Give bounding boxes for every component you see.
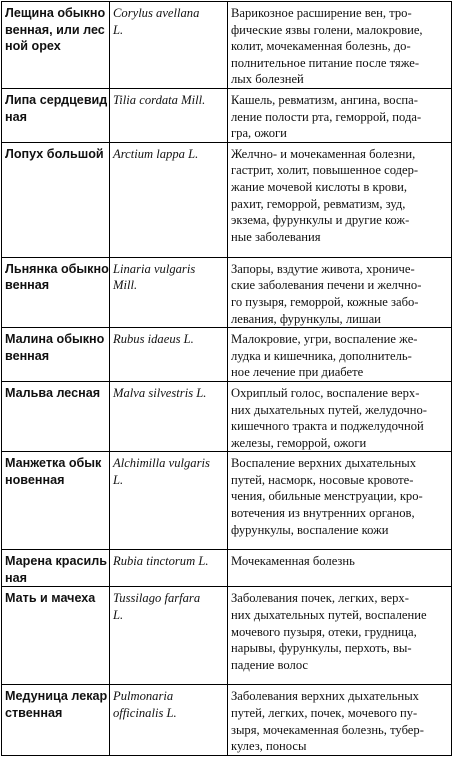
cell-text-line: Pulmonaria	[113, 689, 174, 704]
indications-cell	[228, 142, 452, 257]
cell-text-line: officinalis L.	[113, 706, 177, 721]
plant-name-cell	[2, 452, 110, 550]
latin-name-cell	[110, 2, 228, 89]
table-row	[2, 328, 452, 382]
cell-text-line: фические язвы голени, малокровие,	[231, 22, 423, 37]
cell-text-line: венная	[5, 348, 50, 363]
cell-text-line: них дыхательных путей, воспаление	[231, 608, 427, 623]
cell-text-line: Манжетка обык	[5, 456, 102, 471]
cell-text-line: L.	[113, 608, 124, 623]
cell-text-line: Малокровие, угри, воспаление же-	[231, 332, 418, 347]
cell-text-line: Варикозное расширение вен, тро-	[231, 6, 412, 20]
cell-text-line: кишечного тракта и поджелудочной	[231, 419, 424, 434]
cell-text-line: Заболевания почек, легких, верх-	[231, 591, 409, 606]
cell-text-line: ная	[5, 570, 27, 585]
latin-name-cell	[110, 685, 228, 755]
cell-text-line: Кашель, ревматизм, ангина, воспа-	[231, 92, 418, 107]
plant-name-cell	[2, 257, 110, 327]
cell-text-line: чения, обильные менструации, кро-	[231, 489, 423, 504]
plant-name-cell	[2, 328, 110, 382]
cell-text-line: лых болезней	[231, 72, 304, 87]
cell-text-line: Медуница лекар	[5, 689, 108, 704]
cell-text-line: Rubia tinctorum L.	[113, 554, 209, 569]
cell-text-line: Липа сердцевид	[5, 92, 108, 107]
cell-text-line: Мать и мачеха	[5, 591, 96, 606]
cell-text-line: Охриплый голос, воспаление верх-	[231, 385, 420, 400]
cell-text-line: падение волос	[231, 657, 309, 672]
cell-text-line: Linaria vulgaris	[113, 261, 196, 276]
indications-cell	[228, 2, 452, 89]
cell-text-line: ное лечение при диабете	[231, 365, 364, 380]
plant-name-cell	[2, 88, 110, 142]
table-row	[2, 685, 452, 755]
cell-text-line: Лопух большой	[5, 146, 104, 161]
table-row	[2, 381, 452, 451]
cell-text-line: Запоры, вздутие живота, хрониче-	[231, 261, 415, 276]
cell-text-line: Марена красиль	[5, 554, 107, 569]
cell-text-line: венная, или лес	[5, 22, 105, 37]
cell-text-line: Tussilago farfara	[113, 591, 201, 606]
indications-cell	[228, 685, 452, 755]
cell-text-line: левания, фурункулы, лишаи	[231, 311, 381, 326]
cell-text-line: Желчно- и мочекаменная болезни,	[231, 146, 416, 161]
cell-text-line: жание мочевой кислоты в крови,	[231, 179, 408, 194]
cell-text-line: новенная	[5, 472, 65, 487]
cell-text-line: Corylus avellana	[113, 6, 200, 20]
latin-name-cell	[110, 587, 228, 685]
cell-text-line: вотечения из внутренних органов,	[231, 506, 415, 521]
cell-text-line: L.	[113, 472, 124, 487]
table-row	[2, 550, 452, 587]
cell-text-line: кулез, поносы	[231, 739, 307, 754]
indications-cell	[228, 381, 452, 451]
cell-text-line: Мочекаменная болезнь	[231, 554, 355, 569]
latin-name-cell	[110, 328, 228, 382]
table-row	[2, 142, 452, 257]
cell-text-line: них дыхательных путей, желудочно-	[231, 402, 427, 417]
cell-text-line: путей, насморк, носовые кровоте-	[231, 472, 414, 487]
latin-name-cell	[110, 142, 228, 257]
cell-text-line: L.	[113, 22, 124, 37]
cell-text-line: го пузыря, геморрой, кожные забо-	[231, 294, 419, 309]
cell-text-line: Льнянка обыкно	[5, 261, 109, 276]
cell-text-line: зыря, мочекаменная болезнь, тубер-	[231, 722, 424, 737]
plant-name-cell	[2, 381, 110, 451]
table-row	[2, 2, 452, 89]
cell-text-line: ной орех	[5, 39, 61, 54]
cell-text-line: нарывы, фурункулы, перхоть, вы-	[231, 641, 412, 656]
cell-text-line: Мальва лесная	[5, 385, 101, 400]
table-row	[2, 452, 452, 550]
cell-text-line: венная	[5, 278, 50, 293]
cell-text-line: колит, мочекаменная болезнь, до-	[231, 39, 411, 54]
cell-text-line: Alchimilla vulgaris	[113, 456, 210, 471]
indications-cell	[228, 257, 452, 327]
cell-text-line: Заболевания верхних дыхательных	[231, 689, 419, 704]
table-body	[2, 2, 452, 756]
latin-name-cell	[110, 88, 228, 142]
plant-name-cell	[2, 2, 110, 89]
latin-name-cell	[110, 381, 228, 451]
cell-text-line: Rubus idaeus L.	[113, 332, 194, 347]
indications-cell	[228, 452, 452, 550]
cell-text-line: ственная	[5, 706, 63, 721]
cell-text-line: ная	[5, 109, 27, 124]
plant-name-cell	[2, 142, 110, 257]
cell-text-line: ление полости рта, геморрой, пода-	[231, 109, 422, 124]
cell-text-line: рахит, геморрой, ревматизм, зуд,	[231, 196, 406, 211]
cell-text-line: фурункулы, воспаление кожи	[231, 522, 389, 537]
table-row	[2, 587, 452, 685]
cell-text-line: путей, легких, почек, мочевого пу-	[231, 706, 418, 721]
latin-name-cell	[110, 550, 228, 587]
cell-text-line: экзема, фурункулы и другие кож-	[231, 213, 410, 228]
plant-name-cell	[2, 587, 110, 685]
table-row	[2, 257, 452, 327]
indications-cell	[228, 88, 452, 142]
indications-cell	[228, 328, 452, 382]
latin-name-cell	[110, 257, 228, 327]
cell-text-line: Малина обыкно	[5, 332, 105, 347]
medicinal-plants-table	[1, 1, 452, 756]
cell-text-line: Tilia cordata Mill.	[113, 92, 206, 107]
cell-text-line: гастрит, холит, повышенное содер-	[231, 163, 419, 178]
cell-text-line: полнительное питание после тяже-	[231, 55, 420, 70]
cell-text-line: ские заболевания печени и желчно-	[231, 278, 422, 293]
cell-text-line: Лещина обыкно	[5, 6, 106, 20]
plant-name-cell	[2, 550, 110, 587]
latin-name-cell	[110, 452, 228, 550]
cell-text-line: Arctium lappa L.	[113, 146, 199, 161]
indications-cell	[228, 550, 452, 587]
cell-text-line: железы, геморрой, ожоги	[231, 435, 367, 450]
indications-cell	[228, 587, 452, 685]
cell-text-line: лудка и кишечника, дополнитель-	[231, 348, 412, 363]
cell-text-line: ные заболевания	[231, 229, 321, 244]
table-row	[2, 88, 452, 142]
cell-text-line: гра, ожоги	[231, 126, 287, 141]
plant-name-cell	[2, 685, 110, 755]
cell-text-line: мочевого пузыря, отеки, грудница,	[231, 624, 417, 639]
cell-text-line: Mill.	[113, 278, 138, 293]
cell-text-line: Воспаление верхних дыхательных	[231, 456, 416, 471]
cell-text-line: Malva silvestris L.	[113, 385, 207, 400]
